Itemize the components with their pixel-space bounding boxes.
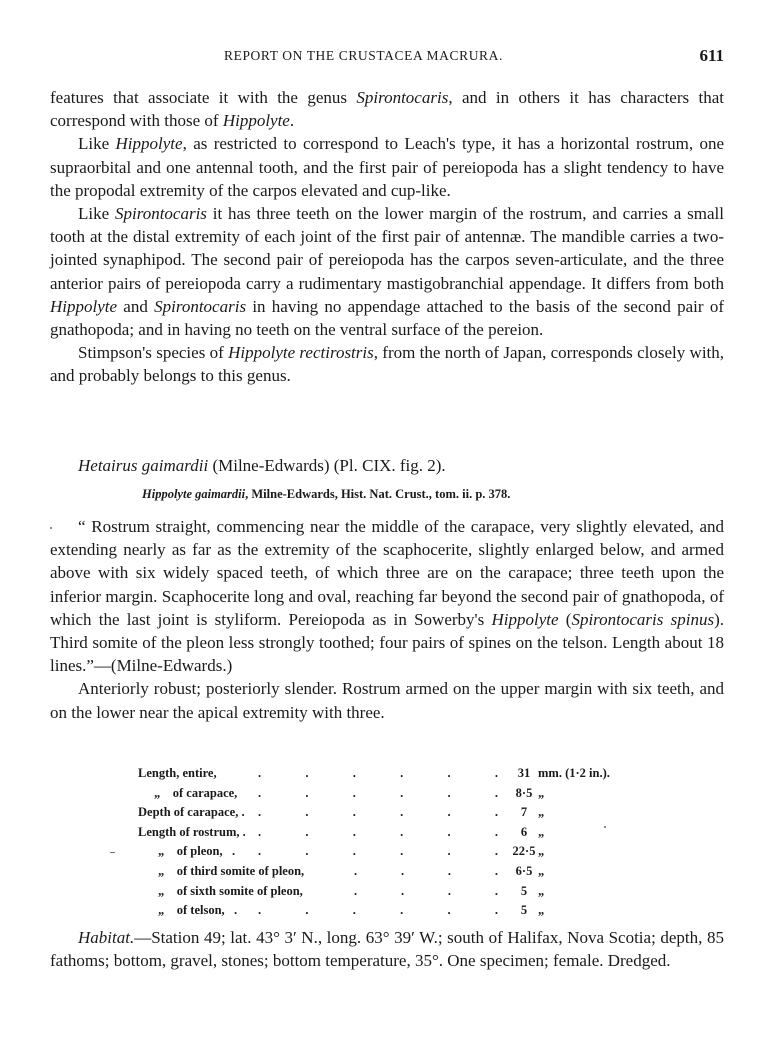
measurement-value: 6·5 bbox=[515, 863, 533, 878]
leader-dot: . bbox=[447, 844, 451, 859]
leader-dot: . bbox=[447, 824, 451, 839]
leader-dot: . bbox=[447, 903, 451, 918]
measurement-row bbox=[138, 764, 658, 784]
genus-name: Hippolyte bbox=[50, 296, 118, 316]
leader-dot: . bbox=[447, 805, 451, 820]
leader-dot: . bbox=[258, 824, 262, 839]
measurement-label: „ of carapace, bbox=[154, 785, 238, 800]
leader-dot: . bbox=[352, 785, 356, 800]
measurement-value: 31 bbox=[517, 766, 531, 780]
leader-dot: . bbox=[258, 766, 262, 780]
species-name: Hetairus gaimardii bbox=[78, 456, 209, 475]
measurement-unit: „ bbox=[538, 805, 545, 820]
page-number: 611 bbox=[699, 46, 724, 65]
measurement-value: 22·5 bbox=[512, 844, 536, 859]
measurement-unit: „ bbox=[538, 883, 545, 898]
leader-dot: . bbox=[305, 903, 309, 918]
leader-dot: . bbox=[494, 844, 498, 859]
leader-dot: . bbox=[258, 903, 262, 918]
leader-dot: . bbox=[354, 863, 358, 878]
leader-dot: . bbox=[305, 824, 309, 839]
leader-dot: . bbox=[447, 863, 452, 878]
running-head bbox=[0, 48, 776, 70]
leader-dot: . bbox=[352, 903, 356, 918]
stray-mark bbox=[604, 826, 606, 828]
species-name: Spirontocaris spinus bbox=[571, 609, 715, 629]
measurement-row bbox=[138, 842, 658, 862]
leader-dots bbox=[258, 803, 498, 823]
leader-dot: . bbox=[494, 766, 498, 780]
leader-dot: . bbox=[352, 844, 356, 859]
leader-dot: . bbox=[447, 766, 451, 780]
measurement-unit: „ bbox=[538, 785, 545, 800]
paragraph-continuation: features that associate it with the genus Spirontocaris, and in others it has characters that correspond with those of Hippolyte. bbox=[50, 88, 724, 131]
measurement-value: 5 bbox=[520, 903, 528, 918]
measurement-label: „ of telson, . bbox=[158, 903, 238, 918]
leader-dot: . bbox=[305, 785, 309, 800]
species-heading bbox=[78, 456, 446, 476]
leader-dot: . bbox=[447, 883, 452, 898]
intro-paragraphs bbox=[50, 86, 724, 388]
measurement-label: Depth of carapace, . bbox=[138, 805, 245, 820]
leader-dot: . bbox=[305, 844, 309, 859]
habitat-label: Habitat. bbox=[78, 928, 135, 947]
leader-dot: . bbox=[494, 903, 498, 918]
leader-dot: . bbox=[494, 883, 498, 898]
measurement-label: „ of sixth somite of pleon, bbox=[158, 883, 303, 898]
leader-dot: . bbox=[305, 805, 309, 820]
leader-dot: . bbox=[352, 766, 356, 780]
leader-dot: . bbox=[400, 903, 404, 918]
leader-dot: . bbox=[400, 863, 405, 878]
leader-dot: . bbox=[400, 844, 404, 859]
leader-dot: . bbox=[400, 766, 404, 780]
leader-dot: . bbox=[352, 805, 356, 820]
leader-dots bbox=[354, 862, 498, 882]
leader-dot: . bbox=[400, 785, 404, 800]
leader-dot: . bbox=[305, 766, 309, 780]
genus-name: Spirontocaris bbox=[356, 88, 449, 107]
leader-dot: . bbox=[354, 883, 358, 898]
measurement-row bbox=[138, 901, 658, 921]
paragraph-hippolyte-comparison: Like Hippolyte, as restricted to correspond to Leach's type, it has a horizontal rostrum, one supraorbital and one antennal tooth, and the first pair of pereiopoda has a slight tendency to have the propodal extremity of the carpos elevated and cup-like. bbox=[50, 134, 724, 200]
measurement-unit: mm. (1·2 in.). bbox=[538, 766, 610, 780]
leader-dot: . bbox=[494, 805, 498, 820]
paragraph-spirontocaris-comparison: Like Spirontocaris it has three teeth on the lower margin of the rostrum, and carries a small tooth at the distal extremity of each joint of the first pair of antennæ. The mandible carries a two-jointed synaphipod. The second pair of pereiopoda has the carpos seven-articulate, and the three anterior pairs of pereiopoda carry a rudimentary mastigobranchial appendage. It differs from both Hippolyte and Spirontocaris in having no appendage attached to the basis of the second pair of gnathopoda; and in having no teeth on the ventral surface of the pereion. bbox=[50, 204, 724, 340]
quote-paragraph: “ Rostrum straight, commencing near the middle of the carapace, very slightly elevated, and extending nearly as far as the extremity of the scaphocerite, slightly enlarged below, and armed above with six widely spaced teeth, of which three are on the carapace; three teeth upon the inferior margin. Scaphocerite long and oval, reaching far beyond the second pair of gnathopoda, of which the last joint is styliform. Pereiopoda as in Sowerby's Hippolyte (Spirontocaris spinus). Third somite of the pleon less strongly toothed; four pairs of spines on the telson. Length about 18 lines.”—(Milne-Edwards.) bbox=[50, 517, 724, 676]
measurement-value: 6 bbox=[520, 824, 528, 839]
leader-dots bbox=[258, 901, 498, 921]
leader-dot: . bbox=[494, 824, 498, 839]
stray-mark bbox=[110, 852, 115, 853]
leader-dots bbox=[258, 823, 498, 843]
leader-dot: . bbox=[400, 824, 404, 839]
leader-dots bbox=[258, 842, 498, 862]
synonym-name: Hippolyte gaimardii bbox=[142, 487, 246, 501]
genus-name: Hippolyte bbox=[115, 134, 183, 154]
leader-dot: . bbox=[400, 805, 404, 820]
leader-dot: . bbox=[494, 785, 498, 800]
quoted-description bbox=[50, 515, 724, 724]
leader-dot: . bbox=[258, 785, 262, 800]
genus-name: Hippolyte bbox=[222, 111, 290, 131]
leader-dot: . bbox=[258, 844, 262, 859]
measurement-row bbox=[138, 823, 658, 843]
running-title: REPORT ON THE CRUSTACEA MACRURA. bbox=[224, 48, 503, 63]
species-name: Hippolyte rectirostris bbox=[228, 343, 374, 363]
description-paragraph: Anteriorly robust; posteriorly slender. Rostrum armed on the upper margin with six teeth, and on the lower near the apical extremity with three. bbox=[50, 679, 724, 722]
leader-dot: . bbox=[400, 883, 405, 898]
measurement-unit: „ bbox=[538, 863, 545, 878]
measurement-value: 8·5 bbox=[515, 785, 533, 800]
measurement-row bbox=[138, 803, 658, 823]
measurement-value: 5 bbox=[520, 883, 528, 898]
synonym-citation: , Milne-Edwards, Hist. Nat. Crust., tom. ii. p. 378. bbox=[245, 487, 511, 501]
measurement-label: Length of rostrum, . bbox=[138, 824, 246, 839]
leader-dot: . bbox=[352, 824, 356, 839]
genus-name: Spirontocaris bbox=[154, 296, 247, 316]
measurement-unit: „ bbox=[538, 824, 545, 839]
leader-dots bbox=[258, 764, 498, 784]
measurement-unit: „ bbox=[538, 903, 545, 918]
synonym-reference bbox=[142, 487, 510, 502]
measurement-label: „ of pleon, . bbox=[158, 844, 236, 859]
genus-name: Hippolyte bbox=[491, 609, 559, 629]
leader-dot: . bbox=[447, 785, 451, 800]
leader-dot: . bbox=[258, 805, 262, 820]
leader-dot: . bbox=[494, 863, 498, 878]
habitat-text: —Station 49; lat. 43° 3′ N., long. 63° 39′ W.; south of Halifax, Nova Scotia; depth, 85 fathoms; bottom, gravel, stones; bottom temperature, 35°. One specimen; female. Dredged. bbox=[50, 928, 724, 971]
measurement-value: 7 bbox=[520, 805, 528, 820]
species-authority: (Milne-Edwards) (Pl. CIX. fig. 2). bbox=[208, 456, 446, 475]
measurement-row bbox=[138, 862, 658, 882]
measurement-label: „ of third somite of pleon, bbox=[158, 863, 305, 878]
genus-name: Spirontocaris bbox=[114, 204, 207, 224]
measurement-row bbox=[138, 784, 658, 804]
measurements-table bbox=[138, 764, 658, 921]
paragraph-stimpson: Stimpson's species of Hippolyte rectirostris, from the north of Japan, corresponds closely with, and probably belongs to this genus. bbox=[50, 343, 725, 386]
measurement-row bbox=[138, 882, 658, 902]
habitat-paragraph bbox=[50, 926, 724, 972]
leader-dots bbox=[354, 882, 498, 902]
measurement-label: Length, entire, bbox=[138, 766, 217, 780]
leader-dots bbox=[258, 784, 498, 804]
measurement-unit: „ bbox=[538, 844, 545, 859]
